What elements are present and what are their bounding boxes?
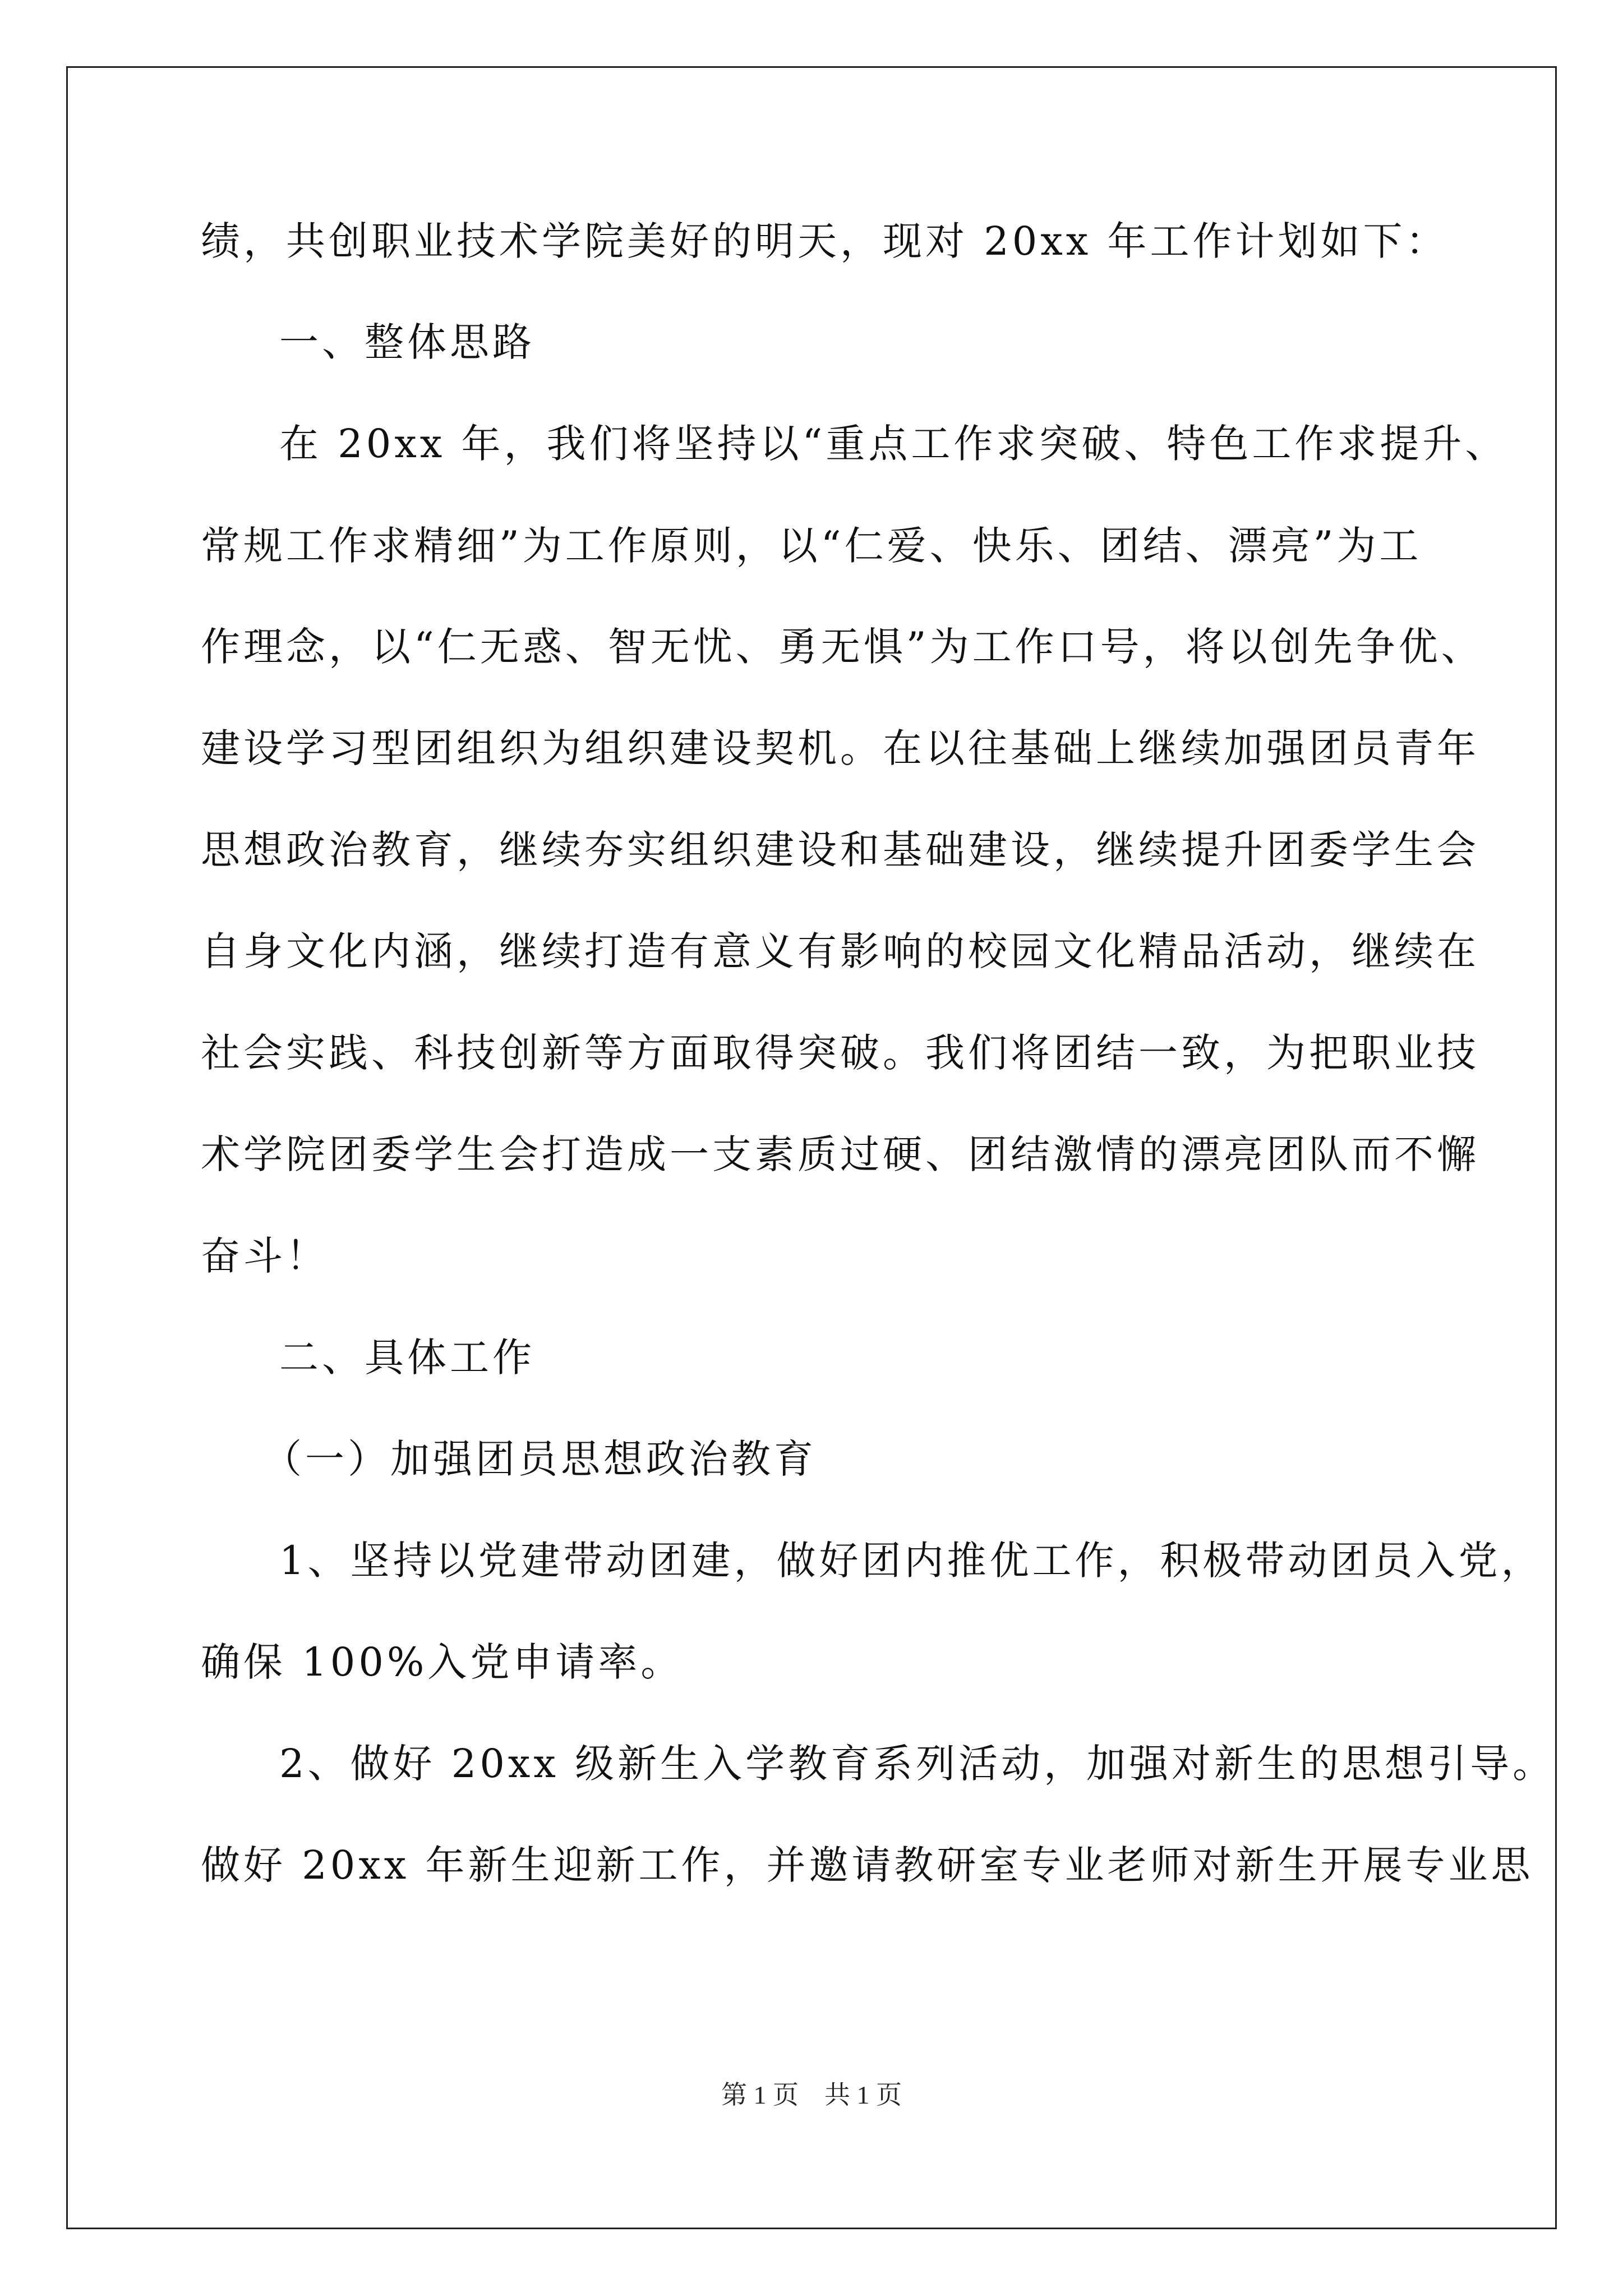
section-heading: 一、整体思路: [279, 319, 535, 365]
paragraph-line: 思想政治教育，继续夯实组织建设和基础建设，继续提升团委学生会: [201, 827, 1479, 873]
paragraph-line: 绩，共创职业技术学院美好的明天，现对 20xx 年工作计划如下：: [201, 218, 1449, 264]
paragraph-line: 做好 20xx 年新生迎新工作，并邀请教研室专业老师对新生开展专业思: [201, 1842, 1534, 1888]
subsection-heading: （一）加强团员思想政治教育: [262, 1436, 817, 1482]
paragraph-line: 建设学习型团组织为组织建设契机。在以往基础上继续加强团员青年: [201, 725, 1479, 771]
paragraph-line: 自身文化内涵，继续打造有意义有影响的校园文化精品活动，继续在: [201, 928, 1479, 974]
page-number: 第 1 页 共 1 页: [721, 2081, 902, 2109]
paragraph-line: 在 20xx 年，我们将坚持以“重点工作求突破、特色工作求提升、: [279, 421, 1508, 467]
list-item: 1、坚持以党建带动团建，做好团内推优工作，积极带动团员入党，: [279, 1538, 1544, 1584]
section-heading: 二、具体工作: [279, 1335, 535, 1381]
paragraph-line: 术学院团委学生会打造成一支素质过硬、团结激情的漂亮团队而不懈: [201, 1131, 1479, 1177]
list-item: 2、做好 20xx 级新生入学教育系列活动，加强对新生的思想引导。: [279, 1741, 1556, 1787]
paragraph-line: 作理念，以“仁无惑、智无忧、勇无惧”为工作口号，将以创先争优、: [201, 624, 1484, 670]
paragraph-line: 社会实践、科技创新等方面取得突破。我们将团结一致，为把职业技: [201, 1030, 1479, 1076]
paragraph-line: 奋斗！: [201, 1233, 329, 1279]
paragraph-line: 确保 100%入党申请率。: [201, 1639, 684, 1685]
paragraph-line: 常规工作求精细”为工作原则，以“仁爱、快乐、团结、漂亮”为工: [201, 523, 1422, 569]
